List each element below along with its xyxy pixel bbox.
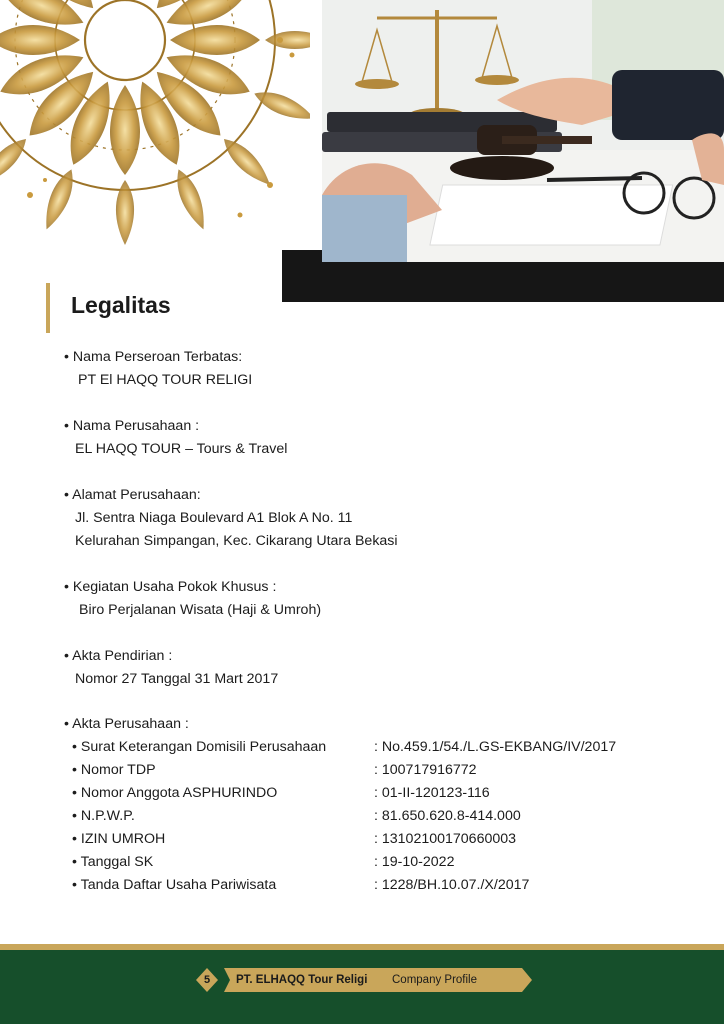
- akta-row-key: • Nomor Anggota ASPHURINDO: [72, 785, 278, 801]
- akta-row-key: • Surat Keterangan Domisili Perusahaan: [72, 739, 327, 755]
- section-label: • Akta Perusahaan :: [64, 716, 189, 732]
- section-value: Jl. Sentra Niaga Boulevard A1 Blok A No. 11: [75, 510, 353, 526]
- akta-row-value: : No.459.1/54./L.GS-EKBANG/IV/2017: [374, 739, 617, 755]
- section-label: • Kegiatan Usaha Pokok Khusus :: [64, 579, 277, 595]
- judge-gavel-scales-photo: [322, 0, 724, 262]
- section-label: • Alamat Perusahaan:: [64, 487, 201, 503]
- section-label: • Nama Perseroan Terbatas:: [64, 349, 243, 365]
- akta-row-value: : 01-II-120123-116: [374, 785, 490, 801]
- akta-row-key: • Tanggal SK: [72, 854, 154, 870]
- footer-doc-type: Company Profile: [392, 974, 478, 986]
- akta-row-value: : 81.650.620.8-414.000: [374, 808, 521, 824]
- heading-accent-bar: [46, 283, 50, 333]
- akta-row-key: • N.P.W.P.: [72, 808, 135, 824]
- akta-row-value: : 100717916772: [374, 762, 477, 778]
- akta-row-value: : 13102100170660003: [374, 831, 517, 847]
- section-value: Nomor 27 Tanggal 31 Mart 2017: [75, 671, 279, 687]
- footer: [0, 950, 724, 1024]
- page-title: Legalitas: [71, 292, 171, 318]
- section-value: Biro Perjalanan Wisata (Haji & Umroh): [79, 602, 322, 618]
- akta-row-key: • IZIN UMROH: [72, 831, 166, 847]
- footer-company-name: PT. ELHAQQ Tour Religi: [236, 974, 368, 986]
- section-label: • Akta Pendirian :: [64, 648, 173, 664]
- section-value: PT El HAQQ TOUR RELIGI: [78, 372, 253, 388]
- section-label: • Nama Perusahaan :: [64, 418, 200, 434]
- section-value: Kelurahan Simpangan, Kec. Cikarang Utara Bekasi: [75, 533, 398, 549]
- akta-row-value: : 19-10-2022: [374, 854, 455, 870]
- section-value: EL HAQQ TOUR – Tours & Travel: [75, 441, 288, 457]
- page-number: 5: [203, 974, 211, 986]
- akta-row-key: • Nomor TDP: [72, 762, 156, 778]
- akta-row-value: : 1228/BH.10.07./X/2017: [374, 877, 530, 893]
- footer-label-box: [196, 968, 532, 992]
- gold-mandala-ornament: [0, 0, 310, 250]
- akta-row-key: • Tanda Daftar Usaha Pariwisata: [72, 877, 277, 893]
